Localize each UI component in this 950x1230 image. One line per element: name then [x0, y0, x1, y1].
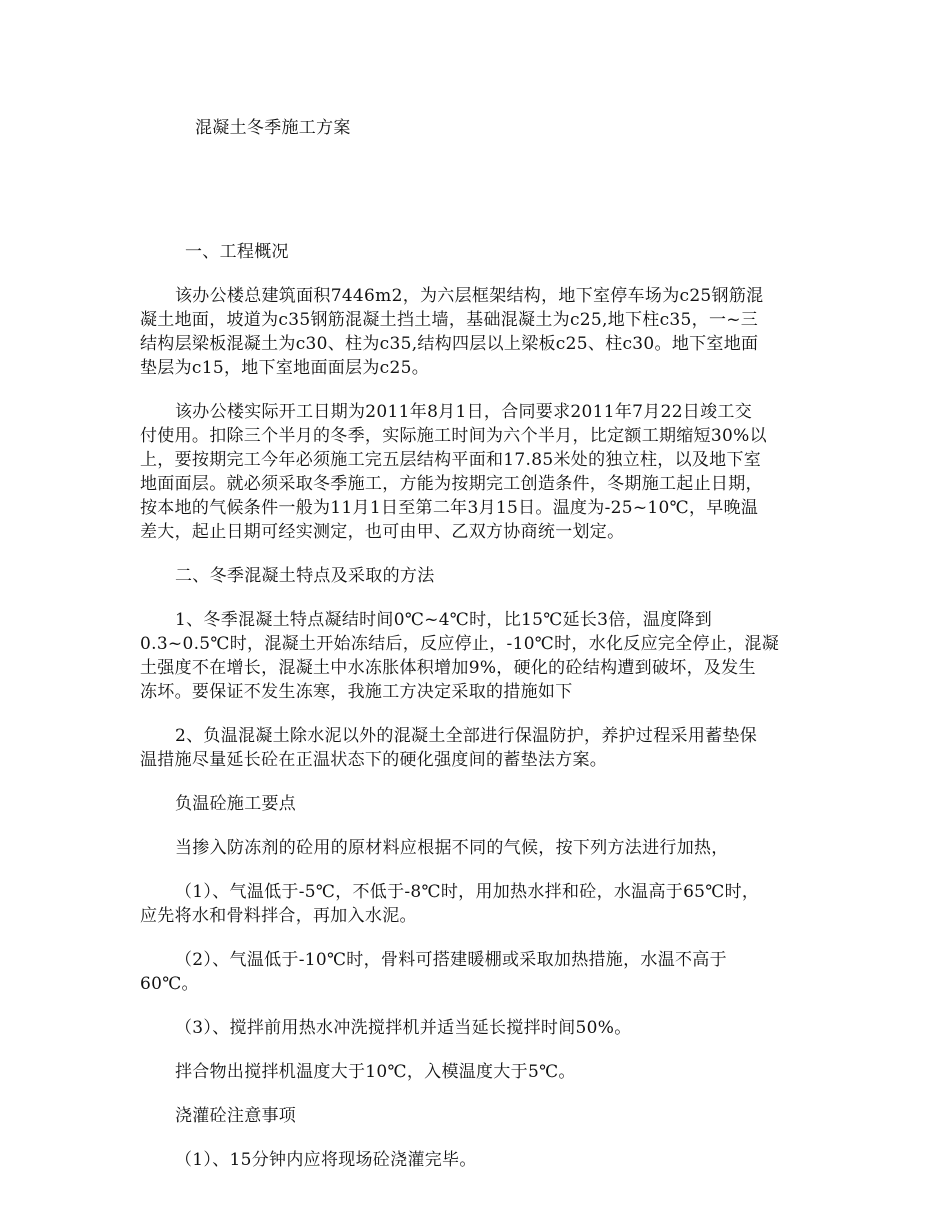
paragraph-line: 垫层为c15，地下室地面面层为c25。 [140, 358, 430, 378]
paragraph-line: 凝土地面，坡道为c35钢筋混凝土挡土墙，基础混凝土为c25,地下柱c35，一~三 [140, 310, 759, 330]
subheading-negative-temp: 负温砼施工要点 [175, 794, 297, 814]
paragraph-line: 按本地的气候条件一般为11月1日至第二年3月15日。温度为-25~10℃，早晚温 [140, 498, 759, 518]
paragraph-line: 冻坏。要保证不发生冻寒，我施工方决定采取的措施如下 [140, 682, 573, 702]
paragraph-line: 土强度不在增长，混凝土中水冻胀体积增加9%，硬化的砼结构遭到破坏，及发生 [140, 658, 756, 678]
paragraph-line: 0.3~0.5℃时，混凝土开始冻结后，反应停止，-10℃时，水化反应完全停止，混凝 [140, 634, 780, 654]
paragraph-line: 结构层梁板混凝土为c30、柱为c35,结构四层以上梁板c25、柱c30。地下室地面 [140, 334, 759, 354]
paragraph-line: （2）、气温低于-10℃时，骨料可搭建暖棚或采取加热措施，水温不高于 [175, 950, 727, 970]
paragraph-line: 60℃。 [140, 974, 199, 994]
document-title: 混凝土冬季施工方案 [195, 118, 351, 138]
paragraph-line: 应先将水和骨料拌合，再加入水泥。 [140, 906, 417, 926]
paragraph-line: 上，要按期完工今年必须施工完五层结构平面和17.85米处的独立柱，以及地下室 [140, 450, 762, 470]
paragraph-line: 2、负温混凝土除水泥以外的混凝土全部进行保温防护，养护过程采用蓄垫保 [175, 726, 758, 746]
paragraph-line: 差大，起止日期可经实测定，也可由甲、乙双方协商统一划定。 [140, 522, 625, 542]
paragraph-mix-temperature: 拌合物出搅拌机温度大于10℃，入模温度大于5℃。 [175, 1062, 576, 1082]
paragraph-line: 地面面层。就必须采取冬季施工，方能为按期完工创造条件，冬期施工起止日期， [140, 474, 763, 494]
section-heading-overview: 一、工程概况 [185, 242, 289, 262]
paragraph-heating-intro: 当掺入防冻剂的砼用的原材料应根据不同的气候，按下列方法进行加热， [175, 838, 729, 858]
paragraph-pouring-item-1: （1）、15分钟内应将现场砼浇灌完毕。 [175, 1150, 477, 1170]
paragraph-line: （1）、气温低于-5℃，不低于-8℃时，用加热水拌和砼，水温高于65℃时， [175, 882, 760, 902]
paragraph-line: 该办公楼总建筑面积7446m2，为六层框架结构，地下室停车场为c25钢筋混 [175, 286, 764, 306]
paragraph-line: 温措施尽量延长砼在正温状态下的硬化强度间的蓄垫法方案。 [140, 750, 608, 770]
section-heading-methods: 二、冬季混凝土特点及采取的方法 [175, 566, 435, 586]
paragraph-line: 付使用。扣除三个半月的冬季，实际施工时间为六个半月，比定额工期缩短30%以 [140, 426, 767, 446]
paragraph-item-3: （3）、搅拌前用热水冲洗搅拌机并适当延长搅拌时间50%。 [175, 1018, 632, 1038]
subheading-pouring-notes: 浇灌砼注意事项 [175, 1106, 297, 1126]
paragraph-line: 该办公楼实际开工日期为2011年8月1日，合同要求2011年7月22日竣工交 [175, 402, 753, 422]
paragraph-line: 1、冬季混凝土特点凝结时间0℃~4℃时，比15℃延长3倍，温度降到 [175, 610, 713, 630]
